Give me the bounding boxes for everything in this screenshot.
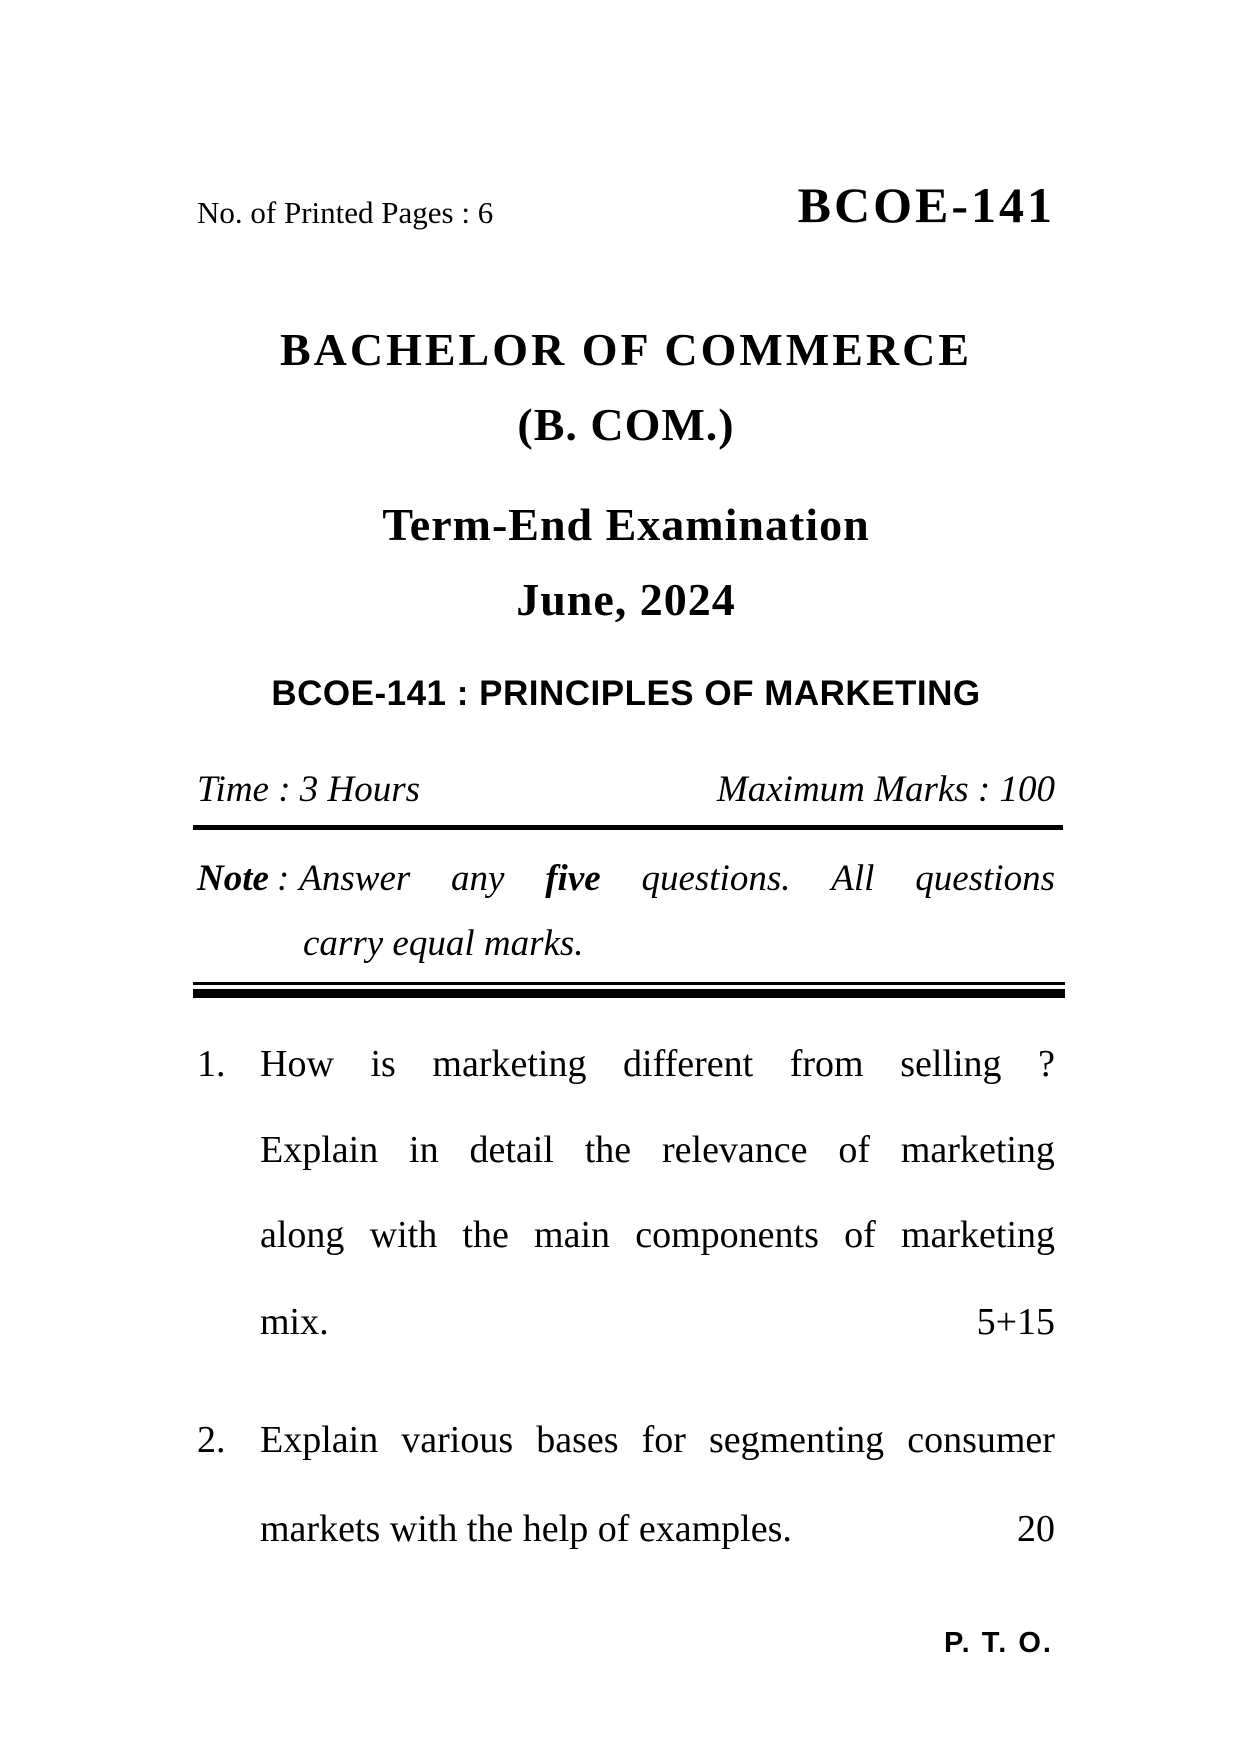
question-2-number: 2. <box>197 1419 226 1461</box>
word: in <box>409 1129 439 1171</box>
question-1-last-text: mix. <box>260 1301 329 1343</box>
word: Answer <box>299 858 411 899</box>
word: bases <box>536 1419 619 1461</box>
question-1-line-3 <box>260 1216 1055 1254</box>
note-line-2: carry equal marks. <box>303 923 584 964</box>
word: ? <box>1038 1043 1055 1085</box>
word: from <box>789 1043 864 1085</box>
word: along <box>260 1214 345 1256</box>
word: questions <box>915 858 1055 899</box>
word: various <box>401 1419 514 1461</box>
word: is <box>370 1043 396 1085</box>
note-lead-group <box>197 860 410 897</box>
note-label: Note <box>197 858 269 899</box>
word: the <box>584 1129 632 1171</box>
word: How <box>260 1043 334 1085</box>
word: All <box>831 858 875 899</box>
printed-pages-note: No. of Printed Pages : 6 <box>197 195 494 230</box>
double-horizontal-rule <box>193 982 1065 998</box>
word: marketing <box>432 1043 587 1085</box>
time-allowed: Time : 3 Hours <box>197 769 421 810</box>
question-2-row-1 <box>197 1421 1055 1459</box>
word: main <box>534 1214 611 1256</box>
word: relevance <box>661 1129 808 1171</box>
word: of <box>844 1214 876 1256</box>
course-title: BCOE-141 : PRINCIPLES OF MARKETING <box>271 674 981 713</box>
word: selling <box>900 1043 1002 1085</box>
word: of <box>838 1129 871 1171</box>
meta-row <box>197 771 1055 808</box>
word: Explain <box>260 1419 379 1461</box>
word: segmenting <box>708 1419 885 1461</box>
word: marketing <box>900 1214 1055 1256</box>
word: marketing <box>900 1129 1055 1171</box>
word: components <box>635 1214 819 1256</box>
question-2-line-1 <box>260 1421 1055 1459</box>
word: consumer <box>907 1419 1055 1461</box>
question-2-last-text: markets with the help of examples. <box>260 1508 792 1550</box>
question-1-number: 1. <box>197 1043 226 1085</box>
word: different <box>623 1043 754 1085</box>
note-line-1 <box>197 860 1055 897</box>
word: questions. <box>641 858 791 899</box>
question-2-line-2 <box>260 1510 1055 1548</box>
question-1-line-1 <box>260 1045 1055 1083</box>
word: Explain <box>260 1129 379 1171</box>
question-2-marks: 20 <box>1017 1508 1055 1550</box>
question-1-line-2 <box>260 1131 1055 1169</box>
word: for <box>641 1419 686 1461</box>
program-title: BACHELOR OF COMMERCE <box>279 324 973 375</box>
horizontal-rule <box>193 825 1063 830</box>
exam-title: Term-End Examination <box>382 499 870 550</box>
exam-session: June, 2024 <box>516 574 736 625</box>
word-emphasized: five <box>545 858 601 899</box>
word: any <box>451 858 505 899</box>
page-turn-over-label: P. T. O. <box>944 1627 1053 1659</box>
word: detail <box>469 1129 554 1171</box>
note-separator: : <box>276 858 290 899</box>
question-1-marks: 5+15 <box>976 1301 1055 1343</box>
maximum-marks: Maximum Marks : 100 <box>716 769 1055 810</box>
question-1-row-1 <box>197 1045 1055 1083</box>
paper-code: BCOE-141 <box>797 177 1055 233</box>
question-1-line-4 <box>260 1303 1055 1341</box>
program-abbreviation: (B. COM.) <box>517 399 735 450</box>
word: with <box>369 1214 438 1256</box>
word: the <box>462 1214 509 1256</box>
